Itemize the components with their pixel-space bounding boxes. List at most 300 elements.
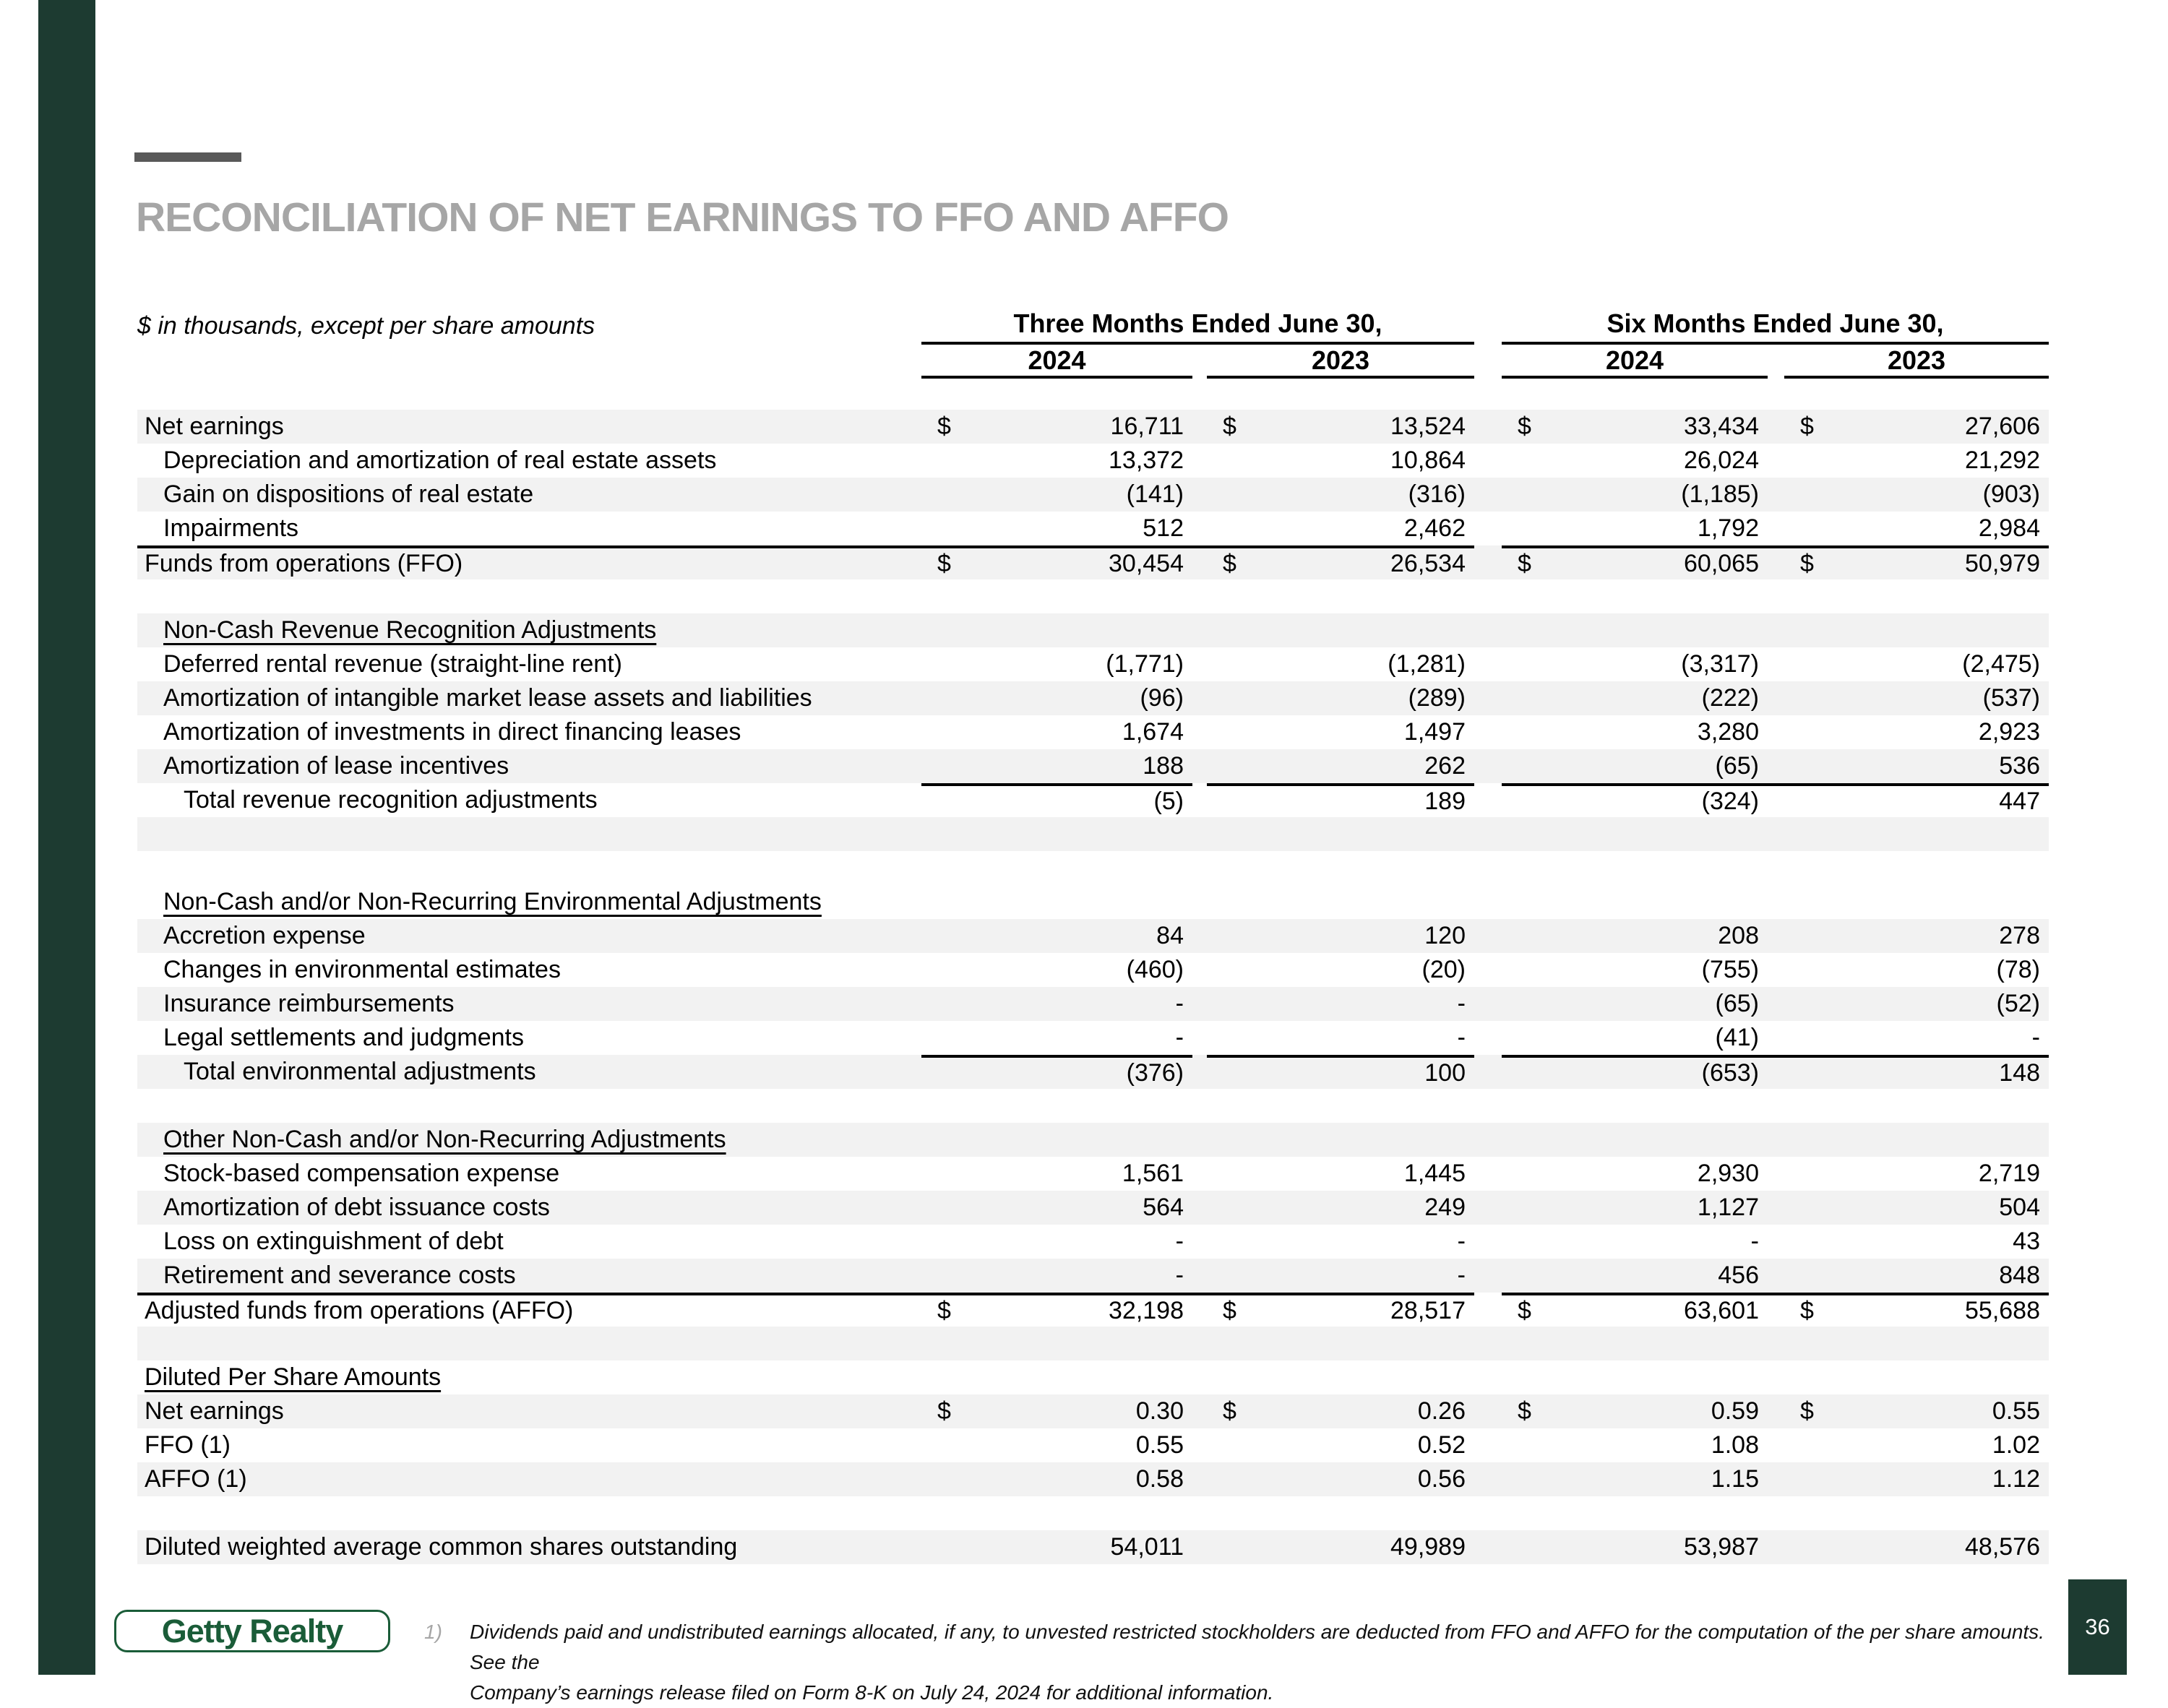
column-gap bbox=[1192, 1394, 1207, 1428]
value: 262 bbox=[1424, 752, 1466, 780]
table-row bbox=[137, 919, 2049, 953]
value: 2,930 bbox=[1697, 1160, 1759, 1187]
table-row bbox=[137, 512, 2049, 545]
dollar-sign: $ bbox=[1800, 550, 1814, 577]
value-cell bbox=[1784, 1157, 2049, 1191]
column-gap bbox=[1192, 512, 1207, 545]
footnote bbox=[424, 1617, 2057, 1708]
value: (222) bbox=[1701, 684, 1759, 712]
value-cell bbox=[1502, 1428, 1768, 1462]
section-heading-row bbox=[137, 885, 2049, 919]
column-gap bbox=[1768, 1428, 1784, 1462]
value-cell bbox=[1502, 919, 1768, 953]
value-cell bbox=[1207, 715, 1474, 749]
value-cell bbox=[921, 851, 1192, 885]
value-cell bbox=[921, 1225, 1192, 1259]
table-row bbox=[137, 1191, 2049, 1225]
value-cell bbox=[1784, 1530, 2049, 1564]
row-label: Other Non-Cash and/or Non-Recurring Adjustments bbox=[163, 1126, 726, 1153]
value: - bbox=[1175, 1024, 1184, 1051]
value-cell bbox=[1784, 512, 2049, 545]
value: 148 bbox=[1999, 1059, 2040, 1087]
column-gap bbox=[1474, 512, 1502, 545]
value-cell bbox=[921, 953, 1192, 987]
value: 0.30 bbox=[1135, 1397, 1184, 1425]
value-cell bbox=[1784, 1191, 2049, 1225]
value: 512 bbox=[1143, 514, 1184, 542]
value-cell bbox=[1502, 1089, 1768, 1123]
value: 1,674 bbox=[1122, 718, 1184, 746]
value-cell bbox=[1784, 749, 2049, 783]
value: 26,534 bbox=[1390, 550, 1466, 577]
value: - bbox=[1457, 1228, 1466, 1255]
value-cell bbox=[921, 1394, 1192, 1428]
dollar-sign: $ bbox=[1518, 413, 1531, 440]
value-cell bbox=[1502, 444, 1768, 478]
column-gap bbox=[1474, 851, 1502, 885]
value-cell bbox=[921, 1157, 1192, 1191]
value: 1,561 bbox=[1122, 1160, 1184, 1187]
value: 84 bbox=[1156, 922, 1184, 949]
value: 27,606 bbox=[1965, 413, 2040, 440]
column-gap bbox=[1768, 444, 1784, 478]
value-cell bbox=[1784, 1055, 2049, 1089]
value: (5) bbox=[1153, 788, 1184, 815]
value-cell bbox=[1207, 1394, 1474, 1428]
row-label: Total environmental adjustments bbox=[184, 1058, 536, 1085]
row-label bbox=[137, 817, 921, 851]
column-gap bbox=[1768, 1225, 1784, 1259]
column-gap bbox=[1192, 478, 1207, 512]
value-cell bbox=[1784, 647, 2049, 681]
table-row bbox=[137, 1259, 2049, 1293]
column-gap bbox=[1768, 1021, 1784, 1055]
value-cell bbox=[1207, 1327, 1474, 1360]
dollar-sign: $ bbox=[1518, 550, 1531, 577]
value: - bbox=[1175, 990, 1184, 1017]
value-cell bbox=[1784, 1327, 2049, 1360]
value: 1.12 bbox=[1992, 1465, 2040, 1493]
table-row bbox=[137, 953, 2049, 987]
column-gap bbox=[1768, 851, 1784, 885]
column-gap bbox=[1474, 885, 1502, 919]
row-label: FFO (1) bbox=[145, 1431, 231, 1459]
value: 0.52 bbox=[1417, 1431, 1466, 1459]
column-gap bbox=[1768, 1360, 1784, 1394]
value-cell bbox=[1784, 953, 2049, 987]
table-row bbox=[137, 1021, 2049, 1055]
value-cell bbox=[921, 579, 1192, 613]
column-gap bbox=[1192, 1530, 1207, 1564]
value-cell bbox=[921, 715, 1192, 749]
page-number: 36 bbox=[2085, 1614, 2110, 1639]
value-cell bbox=[1207, 1191, 1474, 1225]
value: 848 bbox=[1999, 1261, 2040, 1289]
value-cell bbox=[921, 410, 1192, 444]
value-cell bbox=[1207, 1530, 1474, 1564]
column-gap bbox=[1192, 613, 1207, 647]
value-cell bbox=[921, 1191, 1192, 1225]
value-cell bbox=[1207, 919, 1474, 953]
value: (1,771) bbox=[1106, 650, 1184, 678]
value: (376) bbox=[1126, 1059, 1184, 1087]
column-gap bbox=[1474, 1021, 1502, 1055]
column-gap bbox=[1474, 681, 1502, 715]
value-cell bbox=[921, 1021, 1192, 1055]
value-cell bbox=[1784, 410, 2049, 444]
year-header-6m-2024: 2024 bbox=[1502, 345, 1768, 379]
year-header-6m-2023: 2023 bbox=[1784, 345, 2049, 379]
column-gap bbox=[1768, 1259, 1784, 1293]
value: 208 bbox=[1718, 922, 1759, 949]
column-gap bbox=[1192, 1089, 1207, 1123]
value: (316) bbox=[1408, 480, 1466, 508]
value-cell bbox=[1207, 1123, 1474, 1157]
value-cell bbox=[1502, 749, 1768, 783]
column-gap bbox=[1768, 1462, 1784, 1496]
value-cell bbox=[1207, 1428, 1474, 1462]
dollar-sign: $ bbox=[1223, 1297, 1236, 1324]
value-cell bbox=[921, 885, 1192, 919]
value: 2,719 bbox=[1978, 1160, 2040, 1187]
section-heading-row bbox=[137, 1360, 2049, 1394]
row-label: Amortization of investments in direct financing leases bbox=[163, 718, 741, 746]
dollar-sign: $ bbox=[937, 1397, 951, 1425]
row-label: Non-Cash and/or Non-Recurring Environmental Adjustments bbox=[163, 888, 822, 915]
column-gap bbox=[1474, 1496, 1502, 1530]
table-row bbox=[137, 1462, 2049, 1496]
value-cell bbox=[1784, 1293, 2049, 1327]
row-label: Deferred rental revenue (straight-line rent) bbox=[163, 650, 622, 678]
value-cell bbox=[1784, 444, 2049, 478]
value-cell bbox=[1207, 817, 1474, 851]
row-label: Funds from operations (FFO) bbox=[137, 545, 921, 579]
value: 100 bbox=[1424, 1059, 1466, 1087]
column-gap bbox=[1192, 1123, 1207, 1157]
value: 10,864 bbox=[1390, 447, 1466, 474]
dollar-sign: $ bbox=[1223, 1397, 1236, 1425]
value: 2,462 bbox=[1403, 514, 1466, 542]
value-cell bbox=[1784, 1394, 2049, 1428]
dollar-sign: $ bbox=[1518, 1297, 1531, 1324]
value: 189 bbox=[1424, 788, 1466, 815]
column-gap bbox=[1192, 1055, 1207, 1089]
column-gap bbox=[1192, 444, 1207, 478]
column-gap bbox=[1192, 1428, 1207, 1462]
value-cell bbox=[1784, 817, 2049, 851]
value: 3,280 bbox=[1697, 718, 1759, 746]
value: 21,292 bbox=[1965, 447, 2040, 474]
value: 63,601 bbox=[1684, 1297, 1759, 1324]
value-cell bbox=[1207, 681, 1474, 715]
table-row bbox=[137, 1530, 2049, 1564]
table-row bbox=[137, 1225, 2049, 1259]
value-cell bbox=[921, 1360, 1192, 1394]
value: 1,445 bbox=[1403, 1160, 1466, 1187]
value: 504 bbox=[1999, 1194, 2040, 1221]
reconciliation-table bbox=[137, 302, 2049, 1564]
row-label: Accretion expense bbox=[163, 922, 366, 949]
column-gap bbox=[1192, 647, 1207, 681]
table-row bbox=[137, 478, 2049, 512]
value: 120 bbox=[1424, 922, 1466, 949]
value-cell bbox=[921, 1530, 1192, 1564]
value-cell bbox=[921, 1259, 1192, 1293]
value-cell bbox=[1502, 1259, 1768, 1293]
row-label bbox=[137, 1327, 921, 1360]
value-cell bbox=[1502, 1530, 1768, 1564]
value: (2,475) bbox=[1962, 650, 2040, 678]
row-label: Non-Cash Revenue Recognition Adjustments bbox=[163, 616, 657, 644]
table-row bbox=[137, 410, 2049, 444]
column-gap bbox=[1474, 953, 1502, 987]
value: - bbox=[1175, 1228, 1184, 1255]
value: 0.58 bbox=[1135, 1465, 1184, 1493]
value: 2,923 bbox=[1978, 718, 2040, 746]
row-label: Diluted Per Share Amounts bbox=[145, 1363, 442, 1391]
column-gap bbox=[1474, 817, 1502, 851]
column-gap bbox=[1474, 410, 1502, 444]
value: (65) bbox=[1715, 752, 1759, 780]
row-label: Depreciation and amortization of real estate assets bbox=[163, 447, 717, 474]
spacer-row bbox=[137, 1496, 2049, 1530]
value: 456 bbox=[1718, 1261, 1759, 1289]
table-row bbox=[137, 1055, 2049, 1089]
value-cell bbox=[921, 919, 1192, 953]
column-gap bbox=[1768, 783, 1784, 817]
value-cell bbox=[1207, 613, 1474, 647]
value-cell bbox=[921, 1293, 1192, 1327]
column-gap bbox=[1474, 1225, 1502, 1259]
column-gap bbox=[1768, 715, 1784, 749]
value-cell bbox=[1502, 987, 1768, 1021]
row-label: Diluted weighted average common shares outstanding bbox=[145, 1533, 738, 1561]
column-gap bbox=[1768, 512, 1784, 545]
value-cell bbox=[1502, 1327, 1768, 1360]
column-gap bbox=[1192, 1327, 1207, 1360]
value-cell bbox=[1784, 613, 2049, 647]
value-cell bbox=[1502, 545, 1768, 579]
value-cell bbox=[921, 783, 1192, 817]
column-gap bbox=[1768, 1089, 1784, 1123]
value: 0.55 bbox=[1992, 1397, 2040, 1425]
value-cell bbox=[1207, 1157, 1474, 1191]
footnote-line-2: Company’s earnings release filed on Form 8-K on July 24, 2024 for additional information. bbox=[470, 1681, 1274, 1704]
column-gap bbox=[1768, 919, 1784, 953]
value-cell bbox=[1784, 579, 2049, 613]
value-cell bbox=[921, 681, 1192, 715]
value-cell bbox=[1207, 478, 1474, 512]
value-cell bbox=[921, 647, 1192, 681]
section-heading-row bbox=[137, 1123, 2049, 1157]
row-label: Total revenue recognition adjustments bbox=[184, 786, 598, 814]
column-gap bbox=[1192, 987, 1207, 1021]
dollar-sign: $ bbox=[937, 413, 951, 440]
value-cell bbox=[1207, 579, 1474, 613]
value: 55,688 bbox=[1965, 1297, 2040, 1324]
table-row bbox=[137, 444, 2049, 478]
column-gap bbox=[1474, 783, 1502, 817]
value-cell bbox=[1207, 851, 1474, 885]
column-gap bbox=[1192, 1021, 1207, 1055]
value: 53,987 bbox=[1684, 1533, 1759, 1561]
column-gap bbox=[1474, 1394, 1502, 1428]
column-gap bbox=[1474, 919, 1502, 953]
column-gap bbox=[1192, 919, 1207, 953]
column-gap bbox=[1474, 1293, 1502, 1327]
value: - bbox=[1457, 1261, 1466, 1289]
value-cell bbox=[1502, 851, 1768, 885]
column-gap bbox=[1768, 647, 1784, 681]
value: 0.56 bbox=[1417, 1465, 1466, 1493]
value: 1,127 bbox=[1697, 1194, 1759, 1221]
row-label: Loss on extinguishment of debt bbox=[163, 1228, 504, 1255]
value: 60,065 bbox=[1684, 550, 1759, 577]
value: (460) bbox=[1126, 956, 1184, 983]
column-gap bbox=[1474, 1360, 1502, 1394]
table-row bbox=[137, 1293, 2049, 1327]
value-cell bbox=[1784, 1259, 2049, 1293]
value: (78) bbox=[1996, 956, 2040, 983]
column-gap bbox=[1768, 545, 1784, 579]
row-label: Adjusted funds from operations (AFFO) bbox=[137, 1293, 921, 1327]
column-gap bbox=[1474, 715, 1502, 749]
column-gap bbox=[1474, 749, 1502, 783]
value-cell bbox=[1502, 783, 1768, 817]
row-label: Amortization of debt issuance costs bbox=[163, 1194, 550, 1221]
column-gap bbox=[1192, 579, 1207, 613]
value-cell bbox=[921, 444, 1192, 478]
column-gap bbox=[1474, 987, 1502, 1021]
column-gap bbox=[1768, 1530, 1784, 1564]
value: 26,024 bbox=[1684, 447, 1759, 474]
spacer-row bbox=[137, 1089, 2049, 1123]
column-gap bbox=[1474, 1055, 1502, 1089]
column-gap bbox=[1768, 579, 1784, 613]
value: (141) bbox=[1126, 480, 1184, 508]
value-cell bbox=[921, 749, 1192, 783]
left-accent-bar bbox=[38, 0, 95, 1675]
column-gap bbox=[1474, 1462, 1502, 1496]
column-gap bbox=[1192, 817, 1207, 851]
value-cell bbox=[921, 1496, 1192, 1530]
page-number-box bbox=[2068, 1579, 2127, 1675]
value: 43 bbox=[2013, 1228, 2040, 1255]
value: 249 bbox=[1424, 1194, 1466, 1221]
value: 1,497 bbox=[1403, 718, 1466, 746]
value: (52) bbox=[1996, 990, 2040, 1017]
row-label: Gain on dispositions of real estate bbox=[163, 480, 534, 508]
column-gap bbox=[1192, 783, 1207, 817]
value: 16,711 bbox=[1110, 413, 1184, 440]
row-label: Amortization of lease incentives bbox=[163, 752, 509, 780]
value-cell bbox=[1502, 512, 1768, 545]
year-header-3m-2023: 2023 bbox=[1207, 345, 1474, 379]
column-gap bbox=[1192, 410, 1207, 444]
value-cell bbox=[921, 1327, 1192, 1360]
value-cell bbox=[1502, 1021, 1768, 1055]
dollar-sign: $ bbox=[1518, 1397, 1531, 1425]
value: - bbox=[1457, 990, 1466, 1017]
value-cell bbox=[921, 987, 1192, 1021]
value-cell bbox=[1207, 647, 1474, 681]
value-cell bbox=[1784, 1360, 2049, 1394]
value: 50,979 bbox=[1965, 550, 2040, 577]
table-year-header-row bbox=[137, 345, 2049, 379]
value-cell bbox=[1502, 1157, 1768, 1191]
column-gap bbox=[1768, 987, 1784, 1021]
value-cell bbox=[921, 1089, 1192, 1123]
value-cell bbox=[1502, 1496, 1768, 1530]
value-cell bbox=[1207, 444, 1474, 478]
table-row bbox=[137, 1428, 2049, 1462]
value-cell bbox=[1502, 817, 1768, 851]
value-cell bbox=[1784, 1123, 2049, 1157]
column-gap bbox=[1474, 1530, 1502, 1564]
value-cell bbox=[1502, 1394, 1768, 1428]
value: - bbox=[1457, 1024, 1466, 1051]
year-header-3m-2024: 2024 bbox=[921, 345, 1192, 379]
value: (1,281) bbox=[1388, 650, 1466, 678]
value: 30,454 bbox=[1109, 550, 1184, 577]
value-cell bbox=[1784, 1462, 2049, 1496]
value-cell bbox=[1502, 613, 1768, 647]
column-gap bbox=[1474, 613, 1502, 647]
table-row bbox=[137, 681, 2049, 715]
value-cell bbox=[1207, 512, 1474, 545]
row-label: Impairments bbox=[163, 514, 299, 542]
value-cell bbox=[1502, 579, 1768, 613]
table-body bbox=[137, 410, 2049, 1564]
value-cell bbox=[1207, 1021, 1474, 1055]
value-cell bbox=[1502, 1123, 1768, 1157]
value: - bbox=[1750, 1228, 1759, 1255]
value-cell bbox=[921, 613, 1192, 647]
spacer-row bbox=[137, 817, 2049, 851]
dollar-sign: $ bbox=[1800, 1397, 1814, 1425]
value: - bbox=[2031, 1024, 2040, 1051]
table-group-header-row bbox=[137, 302, 2049, 345]
value-cell bbox=[1207, 783, 1474, 817]
value-cell bbox=[921, 1428, 1192, 1462]
column-gap bbox=[1192, 545, 1207, 579]
row-label: Amortization of intangible market lease assets and liabilities bbox=[163, 684, 812, 712]
row-label: Stock-based compensation expense bbox=[163, 1160, 560, 1187]
column-gap bbox=[1192, 681, 1207, 715]
value-cell bbox=[1784, 783, 2049, 817]
value-cell bbox=[1502, 681, 1768, 715]
value-cell bbox=[1502, 1360, 1768, 1394]
value: 1.02 bbox=[1992, 1431, 2040, 1459]
column-gap bbox=[1192, 851, 1207, 885]
value: (324) bbox=[1701, 788, 1759, 815]
units-note: $ in thousands, except per share amounts bbox=[137, 312, 595, 340]
value-cell bbox=[1502, 1055, 1768, 1089]
value: (96) bbox=[1140, 684, 1184, 712]
column-gap bbox=[1474, 545, 1502, 579]
value-cell bbox=[1784, 885, 2049, 919]
value: (41) bbox=[1715, 1024, 1759, 1051]
column-gap bbox=[1768, 953, 1784, 987]
value: 0.26 bbox=[1417, 1397, 1466, 1425]
value-cell bbox=[1207, 1496, 1474, 1530]
column-gap bbox=[1768, 681, 1784, 715]
value-cell bbox=[1207, 1259, 1474, 1293]
column-gap bbox=[1192, 1259, 1207, 1293]
spacer-row bbox=[137, 579, 2049, 613]
value: 447 bbox=[1999, 788, 2040, 815]
column-gap bbox=[1768, 1293, 1784, 1327]
